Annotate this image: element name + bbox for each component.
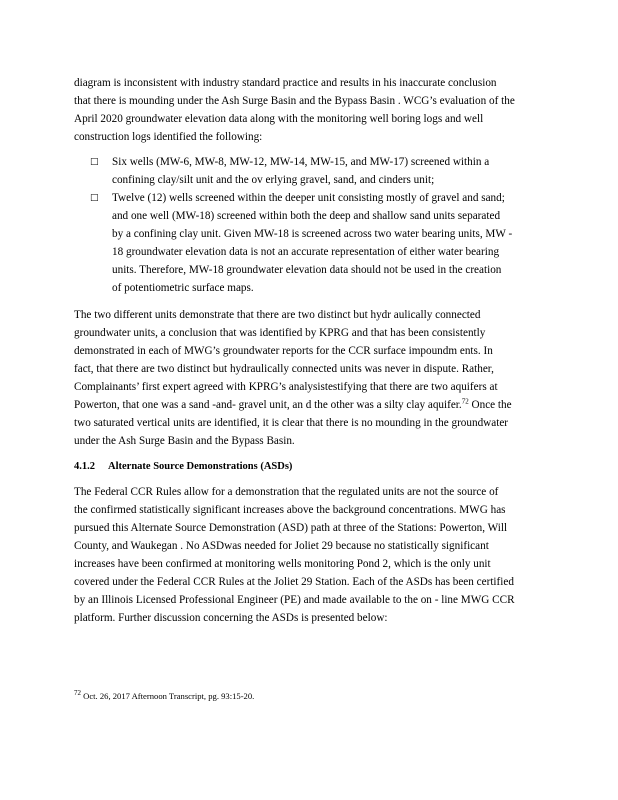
text-line: groundwater units, a conclusion that was identified by KPRG and that has been consistently bbox=[74, 327, 486, 339]
footnote-marker: 72 bbox=[74, 689, 81, 698]
line-tail: Once the bbox=[468, 399, 512, 411]
text-line: Six wells (MW-6, MW-8, MW-12, MW-14, MW-15, and MW-17) screened within a bbox=[112, 156, 490, 168]
text-line: Complainants’ first expert agreed with KPRG’s analysistestifying that there are two aquifers at bbox=[74, 381, 498, 393]
bullet-icon: □ bbox=[90, 157, 99, 167]
list-item bbox=[86, 189, 512, 297]
text-line-with-footnote bbox=[74, 396, 512, 414]
text-line: that there is mounding under the Ash Surge Basin and the Bypass Basin . WCG’s evaluation of the bbox=[74, 95, 515, 107]
text-line: pursued this Alternate Source Demonstration (ASD) path at three of the Stations: Powerton, Will bbox=[74, 522, 508, 534]
list-item bbox=[86, 153, 512, 189]
text-line: fact, that there are two distinct but hydraulically connected units was never in dispute. Rather, bbox=[74, 363, 494, 375]
footnote-reference: 72 bbox=[461, 397, 469, 406]
text-line: 18 groundwater elevation data is not an accurate representation of either water bearing bbox=[112, 246, 500, 258]
section-number: 4.1.2 bbox=[74, 461, 95, 472]
bullet-list bbox=[86, 153, 512, 297]
paragraph-units bbox=[74, 306, 512, 450]
text-line: two saturated vertical units are identified, it is clear that there is no mounding in the groundwater bbox=[74, 417, 509, 429]
text-line: increases have been confirmed at monitoring wells monitoring Pond 2, which is the only unit bbox=[74, 558, 491, 570]
text-line: demonstrated in each of MWG’s groundwater reports for the CCR surface impoundm ents. In bbox=[74, 345, 493, 357]
section-title: Alternate Source Demonstrations (ASDs) bbox=[108, 461, 293, 472]
text-line: diagram is inconsistent with industry standard practice and results in his inaccurate conclusion bbox=[74, 77, 497, 89]
text-line: construction logs identified the following: bbox=[74, 131, 263, 143]
footnote bbox=[74, 691, 254, 701]
paragraph-intro bbox=[74, 74, 515, 146]
text-line: units. Therefore, MW-18 groundwater elevation data should not be used in the creation bbox=[112, 264, 502, 276]
text-line: platform. Further discussion concerning the ASDs is presented below: bbox=[74, 612, 388, 624]
paragraph-asd bbox=[74, 483, 515, 627]
text-line: of potentiometric surface maps. bbox=[112, 282, 254, 294]
text-line: The Federal CCR Rules allow for a demonstration that the regulated units are not the source of bbox=[74, 486, 499, 498]
line-text: Powerton, that one was a sand -and- gravel unit, an d the other was a silty clay aquifer. bbox=[74, 399, 462, 411]
text-line: under the Ash Surge Basin and the Bypass Basin. bbox=[74, 435, 295, 447]
text-line: The two different units demonstrate that there are two distinct but hydr aulically connected bbox=[74, 309, 481, 321]
text-line: April 2020 groundwater elevation data along with the monitoring well boring logs and well bbox=[74, 113, 484, 125]
text-line: by a confining clay unit. Given MW-18 is screened across two water bearing units, MW - bbox=[112, 228, 513, 240]
text-line: County, and Waukegan . No ASDwas needed for Joliet 29 because no statistically significant bbox=[74, 540, 489, 552]
text-line: by an Illinois Licensed Professional Engineer (PE) and made available to the on - line MWG CCR bbox=[74, 594, 515, 606]
bullet-icon: □ bbox=[90, 193, 99, 203]
text-line: covered under the Federal CCR Rules at the Joliet 29 Station. Each of the ASDs has been certified bbox=[74, 576, 514, 588]
footnote-text: Oct. 26, 2017 Afternoon Transcript, pg. 93:15-20. bbox=[81, 691, 255, 701]
text-line: Twelve (12) wells screened within the deeper unit consisting mostly of gravel and sand; bbox=[112, 192, 505, 204]
text-line: the confirmed statistically significant increases above the background concentrations. MWG has bbox=[74, 504, 506, 516]
section-heading bbox=[74, 461, 292, 472]
text-line: confining clay/silt unit and the ov erlying gravel, sand, and cinders unit; bbox=[112, 174, 435, 186]
text-line: and one well (MW-18) screened within both the deep and shallow sand units separated bbox=[112, 210, 501, 222]
